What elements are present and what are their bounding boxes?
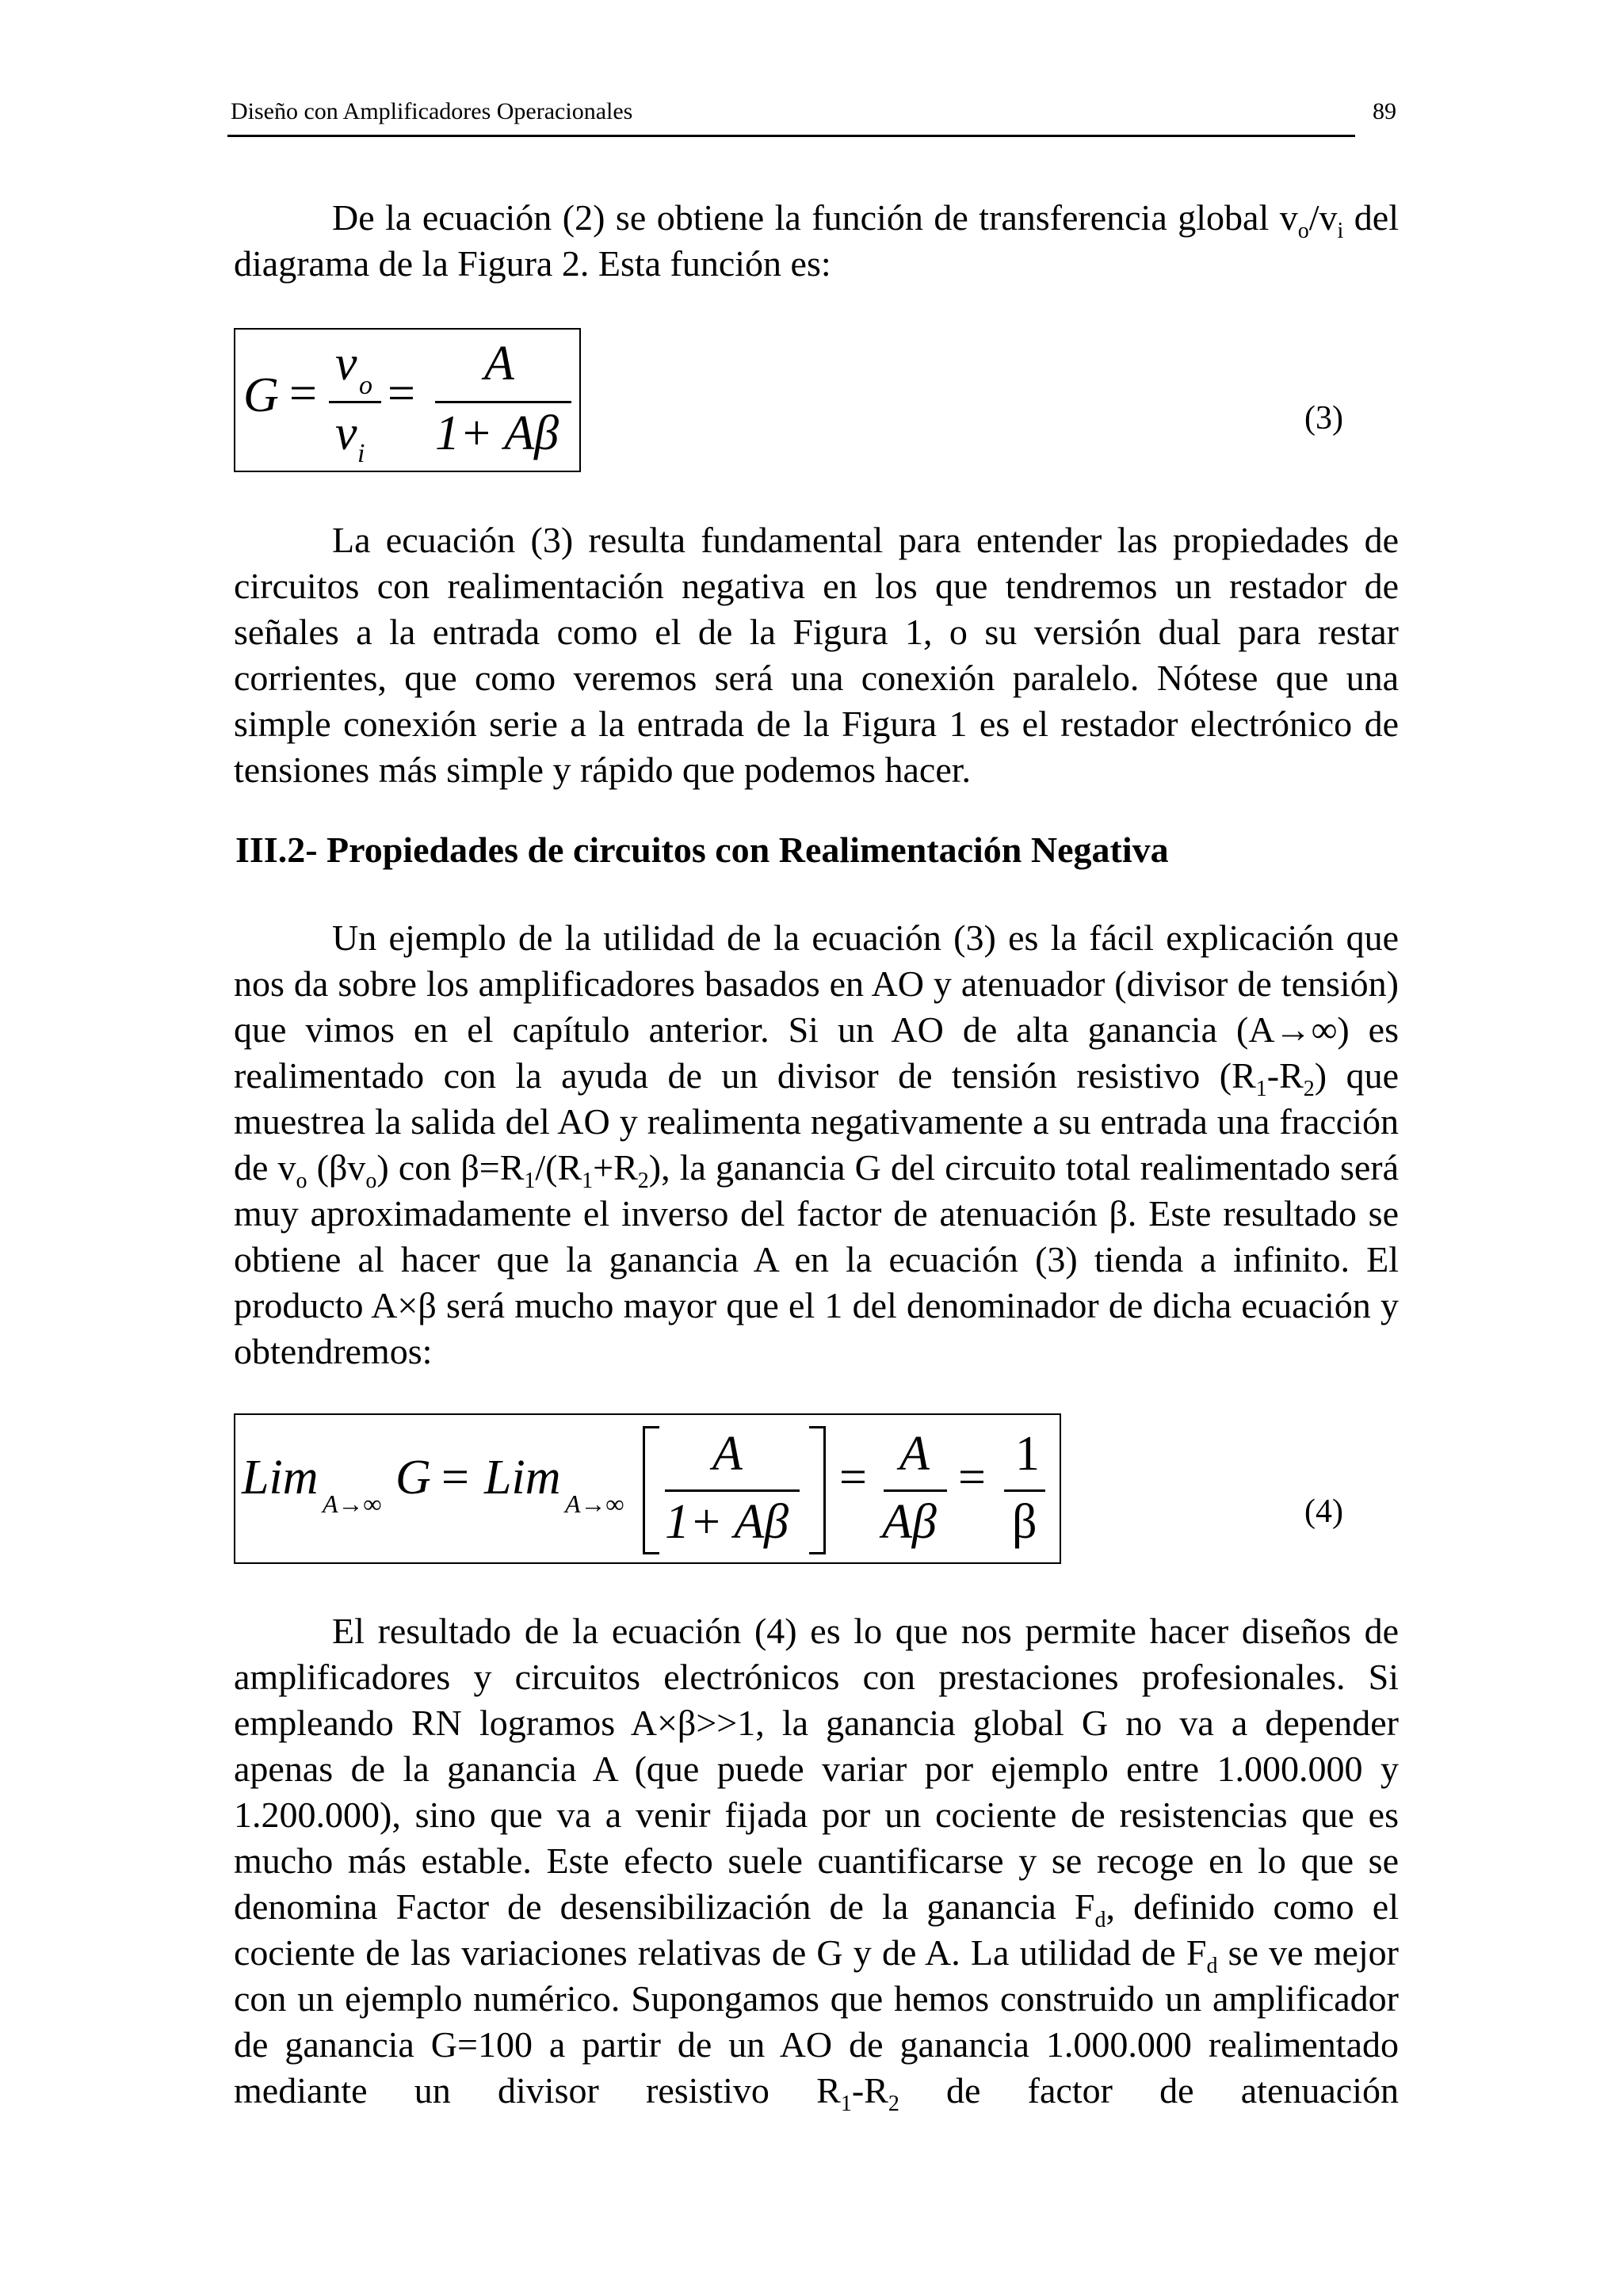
paragraph-desensitization: El resultado de la ecuación (4) es lo que nos permite hacer diseños de amplificadores y circuitos electrónicos con prestaciones profesionales. Si empleando RN logramos A×β>>1, la ganancia global G no va a depender apenas de la ganancia A (que puede variar por ejemplo entre 1.000.000 y 1.200.000), sino que va a venir fijada por un cociente de resistencias que es mucho más estable. Este efecto suele cuantificarse y se recoge en lo que se denomina Factor de desensibilización de la ganancia $F_d$, definido como el cociente de las variaciones relativas de G y de A. La utilidad de $F_d$ se ve mejor con un ejemplo numérico. Supongamos que hemos construido un amplificador de ganancia G=100 a partir de un AO de ganancia 1.000.000 realimentado mediante un divisor resistivo $R_1-R_2$ de factor de atenuación bbox=[234, 1611, 1400, 2116]
eq4-beta: β bbox=[1012, 1495, 1037, 1549]
eq3-fraction-bar-1 bbox=[329, 401, 381, 403]
eq4-lim-sub-2: A→∞ bbox=[565, 1489, 624, 1518]
section-heading: III.2- Propiedades de circuitos con Realimentación Negativa bbox=[235, 830, 1169, 870]
eq3-fraction-bar-2 bbox=[435, 401, 571, 403]
eq4-fraction-bar-1 bbox=[665, 1489, 800, 1492]
eq3-A-numerator: A bbox=[484, 337, 514, 391]
paragraph-transfer-function: De la ecuación (2) se obtiene la función de transferencia global $v_o/v_i$ del diagrama de la Figura 2. Esta función es: bbox=[234, 197, 1399, 284]
eq3-sub-i: i bbox=[357, 439, 365, 468]
eq4-equals-2: = bbox=[839, 1451, 867, 1505]
paragraph-example: Un ejemplo de la utilidad de la ecuación (3) es la fácil explicación que nos da sobre los amplificadores basados en AO y atenuador (divisor de tensión) que vimos en el capítulo anterior. Si un AO de alta ganancia (A→∞) es realimentado con la ayuda de un divisor de tensión resistivo $(R_1-R_2)$ que muestrea la salida del AO y realimenta negativamente a su entrada una fracción de $v_o$ $(\beta v_o)$ con $\beta=R_1/(R_1+R_2)$, la ganancia G del circuito total realimentado será muy aproximadamente el inverso del factor de atenuación β. Este resultado se obtiene al hacer que la ganancia A en la ecuación (3) tienda a infinito. El producto A×β será mucho mayor que el 1 del denominador de dicha ecuación y obtendremos: bbox=[234, 917, 1400, 1371]
equation-4-box bbox=[234, 1413, 1061, 1564]
eq3-sub-o: o bbox=[359, 371, 372, 400]
eq4-right-bracket bbox=[809, 1426, 826, 1554]
eq3-G: G bbox=[243, 368, 279, 422]
eq3-denominator: 1+ Aβ bbox=[435, 406, 559, 460]
equation-4-number: (4) bbox=[1304, 1493, 1343, 1530]
eq3-equals-1: = bbox=[289, 367, 317, 421]
eq4-lim-1: Lim bbox=[242, 1451, 319, 1505]
equation-3-box bbox=[234, 328, 581, 472]
eq4-denominator-1: 1+ Aβ bbox=[665, 1495, 789, 1549]
paragraph-equation-3-discussion: La ecuación (3) resulta fundamental para entender las propiedades de circuitos con realimentación negativa en los que tendremos un restador de señales a la entrada como el de la Figura 1, o su versión dual para restar corrientes, que como veremos será una conexión paralelo. Nótese que una simple conexión serie a la entrada de la Figura 1 es el restador electrónico de tensiones más simple y rápido que podemos hacer. bbox=[234, 520, 1399, 790]
eq4-one: 1 bbox=[1015, 1427, 1040, 1481]
eq3-v-numerator: v bbox=[335, 337, 357, 391]
eq4-fraction-bar-2 bbox=[884, 1489, 947, 1492]
eq4-lim-2: Lim bbox=[484, 1451, 561, 1505]
page-number: 89 bbox=[1373, 98, 1396, 124]
eq4-G: G bbox=[395, 1451, 431, 1505]
eq4-left-bracket bbox=[643, 1426, 659, 1554]
eq4-denominator-2: Aβ bbox=[882, 1495, 937, 1549]
page-header bbox=[227, 93, 1396, 137]
eq4-equals-3: = bbox=[958, 1451, 986, 1505]
eq3-equals-2: = bbox=[388, 367, 415, 421]
eq4-A-2: A bbox=[899, 1427, 930, 1481]
eq4-A-1: A bbox=[712, 1427, 743, 1481]
eq3-v-denominator: v bbox=[335, 406, 357, 460]
header-title: Diseño con Amplificadores Operacionales bbox=[231, 98, 633, 124]
eq4-equals-1: = bbox=[441, 1451, 469, 1505]
eq4-fraction-bar-3 bbox=[1004, 1489, 1045, 1492]
equation-3-number: (3) bbox=[1304, 400, 1343, 437]
eq4-lim-sub-1: A→∞ bbox=[323, 1489, 382, 1518]
